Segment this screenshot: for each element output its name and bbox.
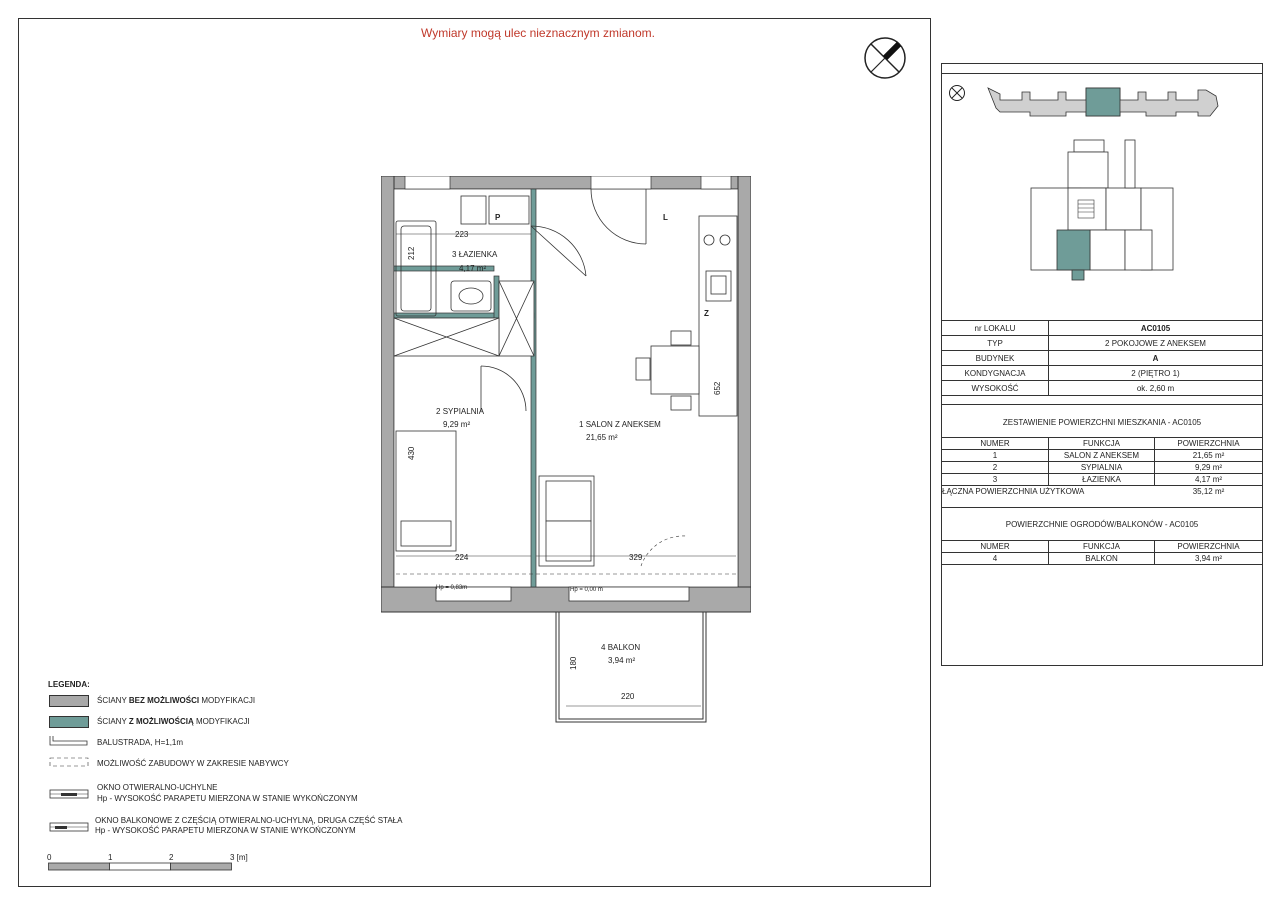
total-label: ŁĄCZNA POWIERZCHNIA UŻYTKOWA	[942, 487, 1085, 496]
room-label-balcony	[601, 643, 640, 652]
dim-212: 212	[407, 246, 416, 260]
info-value: 2 (PIĘTRO 1)	[1131, 369, 1180, 378]
info-value: AC0105	[1140, 324, 1171, 333]
fixture-l: L	[663, 213, 668, 222]
info-panel	[941, 63, 1263, 666]
dim-180: 180	[569, 656, 578, 670]
floor-key-plan	[1026, 138, 1176, 286]
info-label: BUDYNEK	[942, 351, 1049, 366]
divider	[942, 564, 1262, 565]
room-name: ŁAZIENKA	[458, 250, 498, 259]
info-label: KONDYGNACJA	[942, 366, 1049, 381]
col-header-number: NUMER	[942, 438, 1049, 449]
room-number: 2	[436, 407, 441, 416]
room-number: 4	[601, 643, 606, 652]
room-area-living: 21,65 m²	[586, 433, 618, 442]
scale-2: 2	[169, 853, 174, 862]
room-name: SALON Z ANEKSEM	[585, 420, 661, 429]
divider	[942, 507, 1262, 508]
legend-title: LEGENDA:	[48, 680, 90, 689]
total-value: 35,12 m²	[1192, 487, 1225, 496]
info-row-0	[942, 320, 1262, 336]
dim-430: 430	[407, 446, 416, 460]
scale-3: 3 [m]	[230, 853, 248, 862]
legend-balustrade: BALUSTRADA, H=1,1m	[97, 738, 184, 747]
buildup-dashed-icon	[49, 757, 89, 767]
summary-row: 3 ŁAZIENKA 4,17 m²	[942, 474, 1262, 485]
dimension-note: Wymiary mogą ulec nieznacznym zmianom.	[421, 26, 655, 40]
room-label-bedroom	[436, 407, 484, 416]
divider	[942, 395, 1262, 396]
legend-swatch-fixed	[49, 695, 89, 707]
north-compass-icon	[862, 35, 908, 81]
balustrade-icon	[49, 735, 89, 747]
room-area-bathroom: 4,17 m²	[459, 264, 487, 273]
room-number: 3	[452, 250, 457, 259]
legend-window1: OKNO OTWIERALNO-UCHYLNE	[97, 783, 218, 792]
summary-header-row	[942, 438, 1262, 449]
info-label: TYP	[942, 336, 1049, 351]
room-name: SYPIALNIA	[442, 407, 485, 416]
info-value: A	[1152, 354, 1159, 363]
window-icon	[49, 788, 89, 800]
col-header-function: FUNKCJA	[1049, 438, 1155, 449]
small-compass-icon	[948, 84, 966, 102]
dim-223: 223	[455, 230, 469, 239]
info-row-3	[942, 365, 1262, 381]
legend-window2b: Hp - WYSOKOŚĆ PARAPETU MIERZONA W STANIE WYKOŃCZONYM	[95, 826, 356, 835]
divider	[942, 404, 1262, 405]
balcony-header-row: NUMER FUNKCJA POWIERZCHNIA	[942, 541, 1262, 552]
legend-window1b: Hp - WYSOKOŚĆ PARAPETU MIERZONA W STANIE WYKOŃCZONYM	[97, 794, 358, 803]
scale-bar	[48, 862, 234, 872]
dim-329: 329	[629, 553, 643, 562]
info-row-1	[942, 335, 1262, 351]
legend-walls-mod: ŚCIANY Z MOŻLIWOŚCIĄ MODYFIKACJI	[97, 717, 250, 726]
info-label: nr LOKALU	[942, 321, 1049, 336]
info-header-bar	[942, 73, 1262, 74]
col-header-area: POWIERZCHNIA	[1177, 439, 1240, 448]
total-row	[942, 486, 1262, 497]
dim-652: 652	[713, 381, 722, 395]
balcony-window-icon	[49, 821, 89, 833]
parapet-height-bedroom: Hp = 0,83m	[436, 585, 468, 591]
legend-swatch-mod	[49, 716, 89, 728]
summary-row: 2 SYPIALNIA 9,29 m²	[942, 462, 1262, 473]
info-value: 2 POKOJOWE Z ANEKSEM	[1105, 339, 1206, 348]
balcony-title: POWIERZCHNIE OGRODÓW/BALKONÓW - AC0105	[1005, 520, 1199, 529]
dim-220: 220	[621, 692, 635, 701]
fixture-p: P	[495, 213, 501, 222]
parapet-height-living: Hp = 0,00 m	[570, 587, 603, 593]
scale-1: 1	[108, 853, 113, 862]
legend-window2: OKNO BALKONOWE Z CZĘŚCIĄ OTWIERALNO-UCHYLNĄ, DRUGA CZĘŚĆ STAŁA	[95, 816, 403, 825]
info-label: WYSOKOŚĆ	[942, 381, 1049, 396]
room-label-living	[579, 420, 661, 429]
floor-plan	[381, 176, 751, 736]
room-name: BALKON	[607, 643, 641, 652]
summary-row: 1 SALON Z ANEKSEM 21,65 m²	[942, 450, 1262, 461]
info-row-4	[942, 380, 1262, 396]
summary-title: ZESTAWIENIE POWIERZCHNI MIESZKANIA - AC0105	[1002, 418, 1202, 427]
plan-frame	[18, 18, 931, 887]
legend-buildup: MOŻLIWOŚĆ ZABUDOWY W ZAKRESIE NABYWCY	[97, 759, 289, 768]
room-label-bathroom	[452, 250, 497, 259]
room-area-balcony: 3,94 m²	[608, 656, 636, 665]
fixture-z: Z	[704, 309, 709, 318]
dim-224: 224	[455, 553, 469, 562]
balcony-row: 4 BALKON 3,94 m²	[942, 553, 1262, 564]
room-number: 1	[579, 420, 584, 429]
info-value: ok. 2,60 m	[1136, 384, 1175, 393]
info-row-2	[942, 350, 1262, 366]
building-key-plan	[986, 82, 1222, 122]
legend-walls-fixed: ŚCIANY BEZ MOŻLIWOŚCI MODYFIKACJI	[97, 696, 256, 705]
scale-0: 0	[47, 853, 52, 862]
room-area-bedroom: 9,29 m²	[443, 420, 471, 429]
